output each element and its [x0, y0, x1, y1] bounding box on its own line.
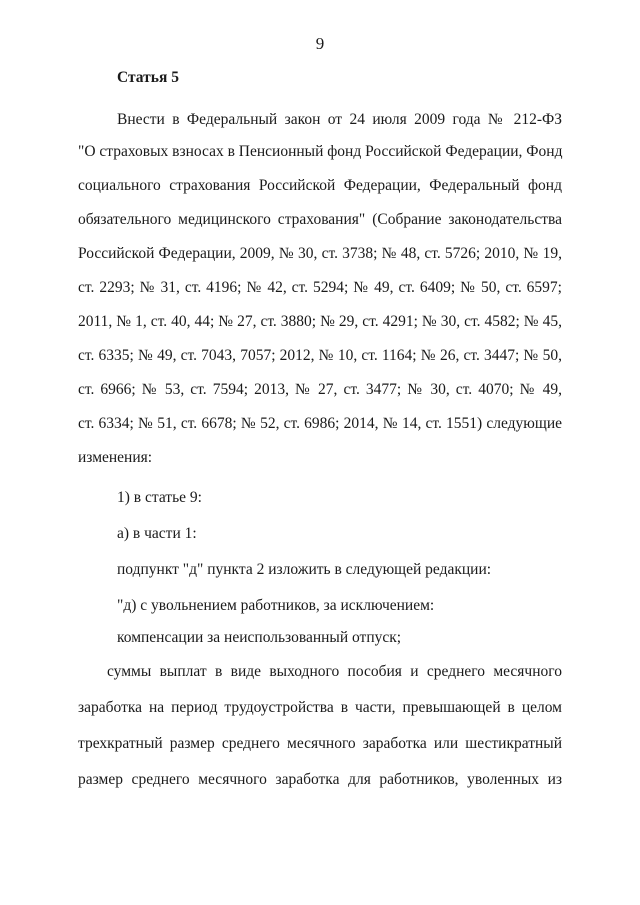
- text-line: суммы выплат в виде выходного пособия и среднего месячного: [107, 663, 562, 680]
- text-line: а) в части 1:: [117, 525, 197, 542]
- page-number: 9: [315, 34, 325, 53]
- text-line: размер среднего месячного заработка для работников, уволенных из: [78, 771, 562, 788]
- text-line: социального страхования Российской Федерации, Федеральный фонд: [78, 177, 562, 194]
- article-heading: Статья 5: [117, 69, 179, 86]
- text-line: ст. 6334; № 51, ст. 6678; № 52, ст. 6986; 2014, № 14, ст. 1551) следующие: [78, 415, 562, 432]
- text-line: обязательного медицинского страхования" (Собрание законодательства: [78, 211, 562, 228]
- text-line: компенсации за неиспользованный отпуск;: [117, 629, 402, 646]
- text-line: Российской Федерации, 2009, № 30, ст. 3738; № 48, ст. 5726; 2010, № 19,: [78, 245, 562, 262]
- text-line: ст. 2293; № 31, ст. 4196; № 42, ст. 5294; № 49, ст. 6409; № 50, ст. 6597;: [78, 279, 562, 296]
- text-line: ст. 6335; № 49, ст. 7043, 7057; 2012, № 10, ст. 1164; № 26, ст. 3447; № 50,: [78, 347, 562, 364]
- text-line: "О страховых взносах в Пенсионный фонд Российской Федерации, Фонд: [78, 143, 563, 160]
- text-line: изменения:: [78, 449, 153, 466]
- text-line: "д) с увольнением работников, за исключением:: [117, 597, 435, 614]
- text-line: подпункт "д" пункта 2 изложить в следующей редакции:: [117, 561, 492, 578]
- text-line: заработка на период трудоустройства в части, превышающей в целом: [78, 699, 562, 716]
- text-line: ст. 6966; № 53, ст. 7594; 2013, № 27, ст. 3477; № 30, ст. 4070; № 49,: [78, 381, 562, 398]
- text-line: 1) в статье 9:: [117, 489, 202, 506]
- text-line: трехкратный размер среднего месячного заработка или шестикратный: [78, 735, 562, 752]
- text-line: 2011, № 1, ст. 40, 44; № 27, ст. 3880; № 29, ст. 4291; № 30, ст. 4582; № 45,: [78, 313, 562, 330]
- text-line: Внести в Федеральный закон от 24 июля 2009 года № 212-ФЗ: [117, 111, 562, 128]
